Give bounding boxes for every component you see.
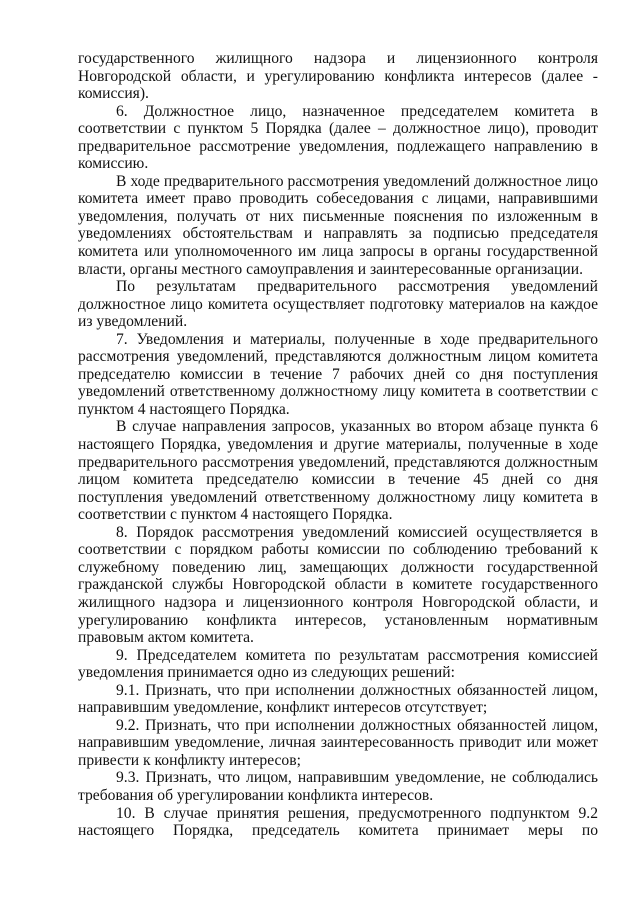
paragraph-item-7: 7. Уведомления и материалы, полученные в ходе предварительного рассмотрения уведомлений, представляются должностным лицом комитета председателю комиссии в течение 7 рабочих дней со дня поступления уведомлений ответственному должностному лицу комитета в соответствии с пунктом 4 настоящего Порядка. (78, 330, 598, 418)
document-page (78, 50, 598, 840)
paragraph-item-9-3: 9.3. Признать, что лицом, направившим уведомление, не соблюдались требования об урегулировании конфликта интересов. (78, 769, 598, 804)
paragraph-item-10: 10. В случае принятия решения, предусмотренного подпунктом 9.2 настоящего Порядка, председатель комитета принимает меры по (78, 804, 598, 840)
paragraph-requests-deadline: В случае направления запросов, указанных во втором абзаце пункта 6 настоящего Порядка, уведомления и другие материалы, полученные в ходе предварительного рассмотрения уведомлений, представляются должностным лицом комитета председателю комиссии в течение 45 дней со дня поступления уведомлений ответственному должностному лицу комитета в соответствии с пунктом 4 настоящего Порядка. (78, 418, 598, 524)
paragraph-item-8: 8. Порядок рассмотрения уведомлений комиссией осуществляется в соответствии с порядком работы комиссии по соблюдению требований к служебному поведению лиц, замещающих должности государственной гражданской службы Новгородской области в комитете государственного жилищного надзора и лицензионного контроля Новгородской области, и урегулированию конфликта интересов, установленным нормативным правовым актом комитета. (78, 523, 598, 647)
paragraph-item-9-1: 9.1. Признать, что при исполнении должностных обязанностей лицом, направившим уведомление, конфликт интересов отсутствует; (78, 681, 598, 717)
paragraph-item-9: 9. Председателем комитета по результатам рассмотрения комиссией уведомления принимается одно из следующих решений: (78, 646, 598, 682)
paragraph-preliminary-review-results: По результатам предварительного рассмотрения уведомлений должностное лицо комитета осуществляет подготовку материалов на каждое из уведомлений. (78, 278, 598, 331)
paragraph-preliminary-review-rights: В ходе предварительного рассмотрения уведомлений должностное лицо комитета имеет право проводить собеседования с лицами, направившими уведомления, получать от них письменные пояснения по изложенным в уведомлениях обстоятельствам и направлять за подписью председателя комитета или уполномоченного им лица запросы в органы государственной власти, органы местного самоуправления и заинтересованные организации. (78, 172, 598, 278)
paragraph-item-9-2: 9.2. Признать, что при исполнении должностных обязанностей лицом, направившим уведомление, личная заинтересованность приводит или может привести к конфликту интересов; (78, 716, 598, 769)
paragraph-item-6: 6. Должностное лицо, назначенное председателем комитета в соответствии с пунктом 5 Порядка (далее – должностное лицо), проводит предварительное рассмотрение уведомления, подлежащего направлению в комиссию. (78, 102, 598, 173)
paragraph-commission-definition: государственного жилищного надзора и лицензионного контроля Новгородской области, и урегулированию конфликта интересов (далее - комиссия). (78, 50, 598, 103)
